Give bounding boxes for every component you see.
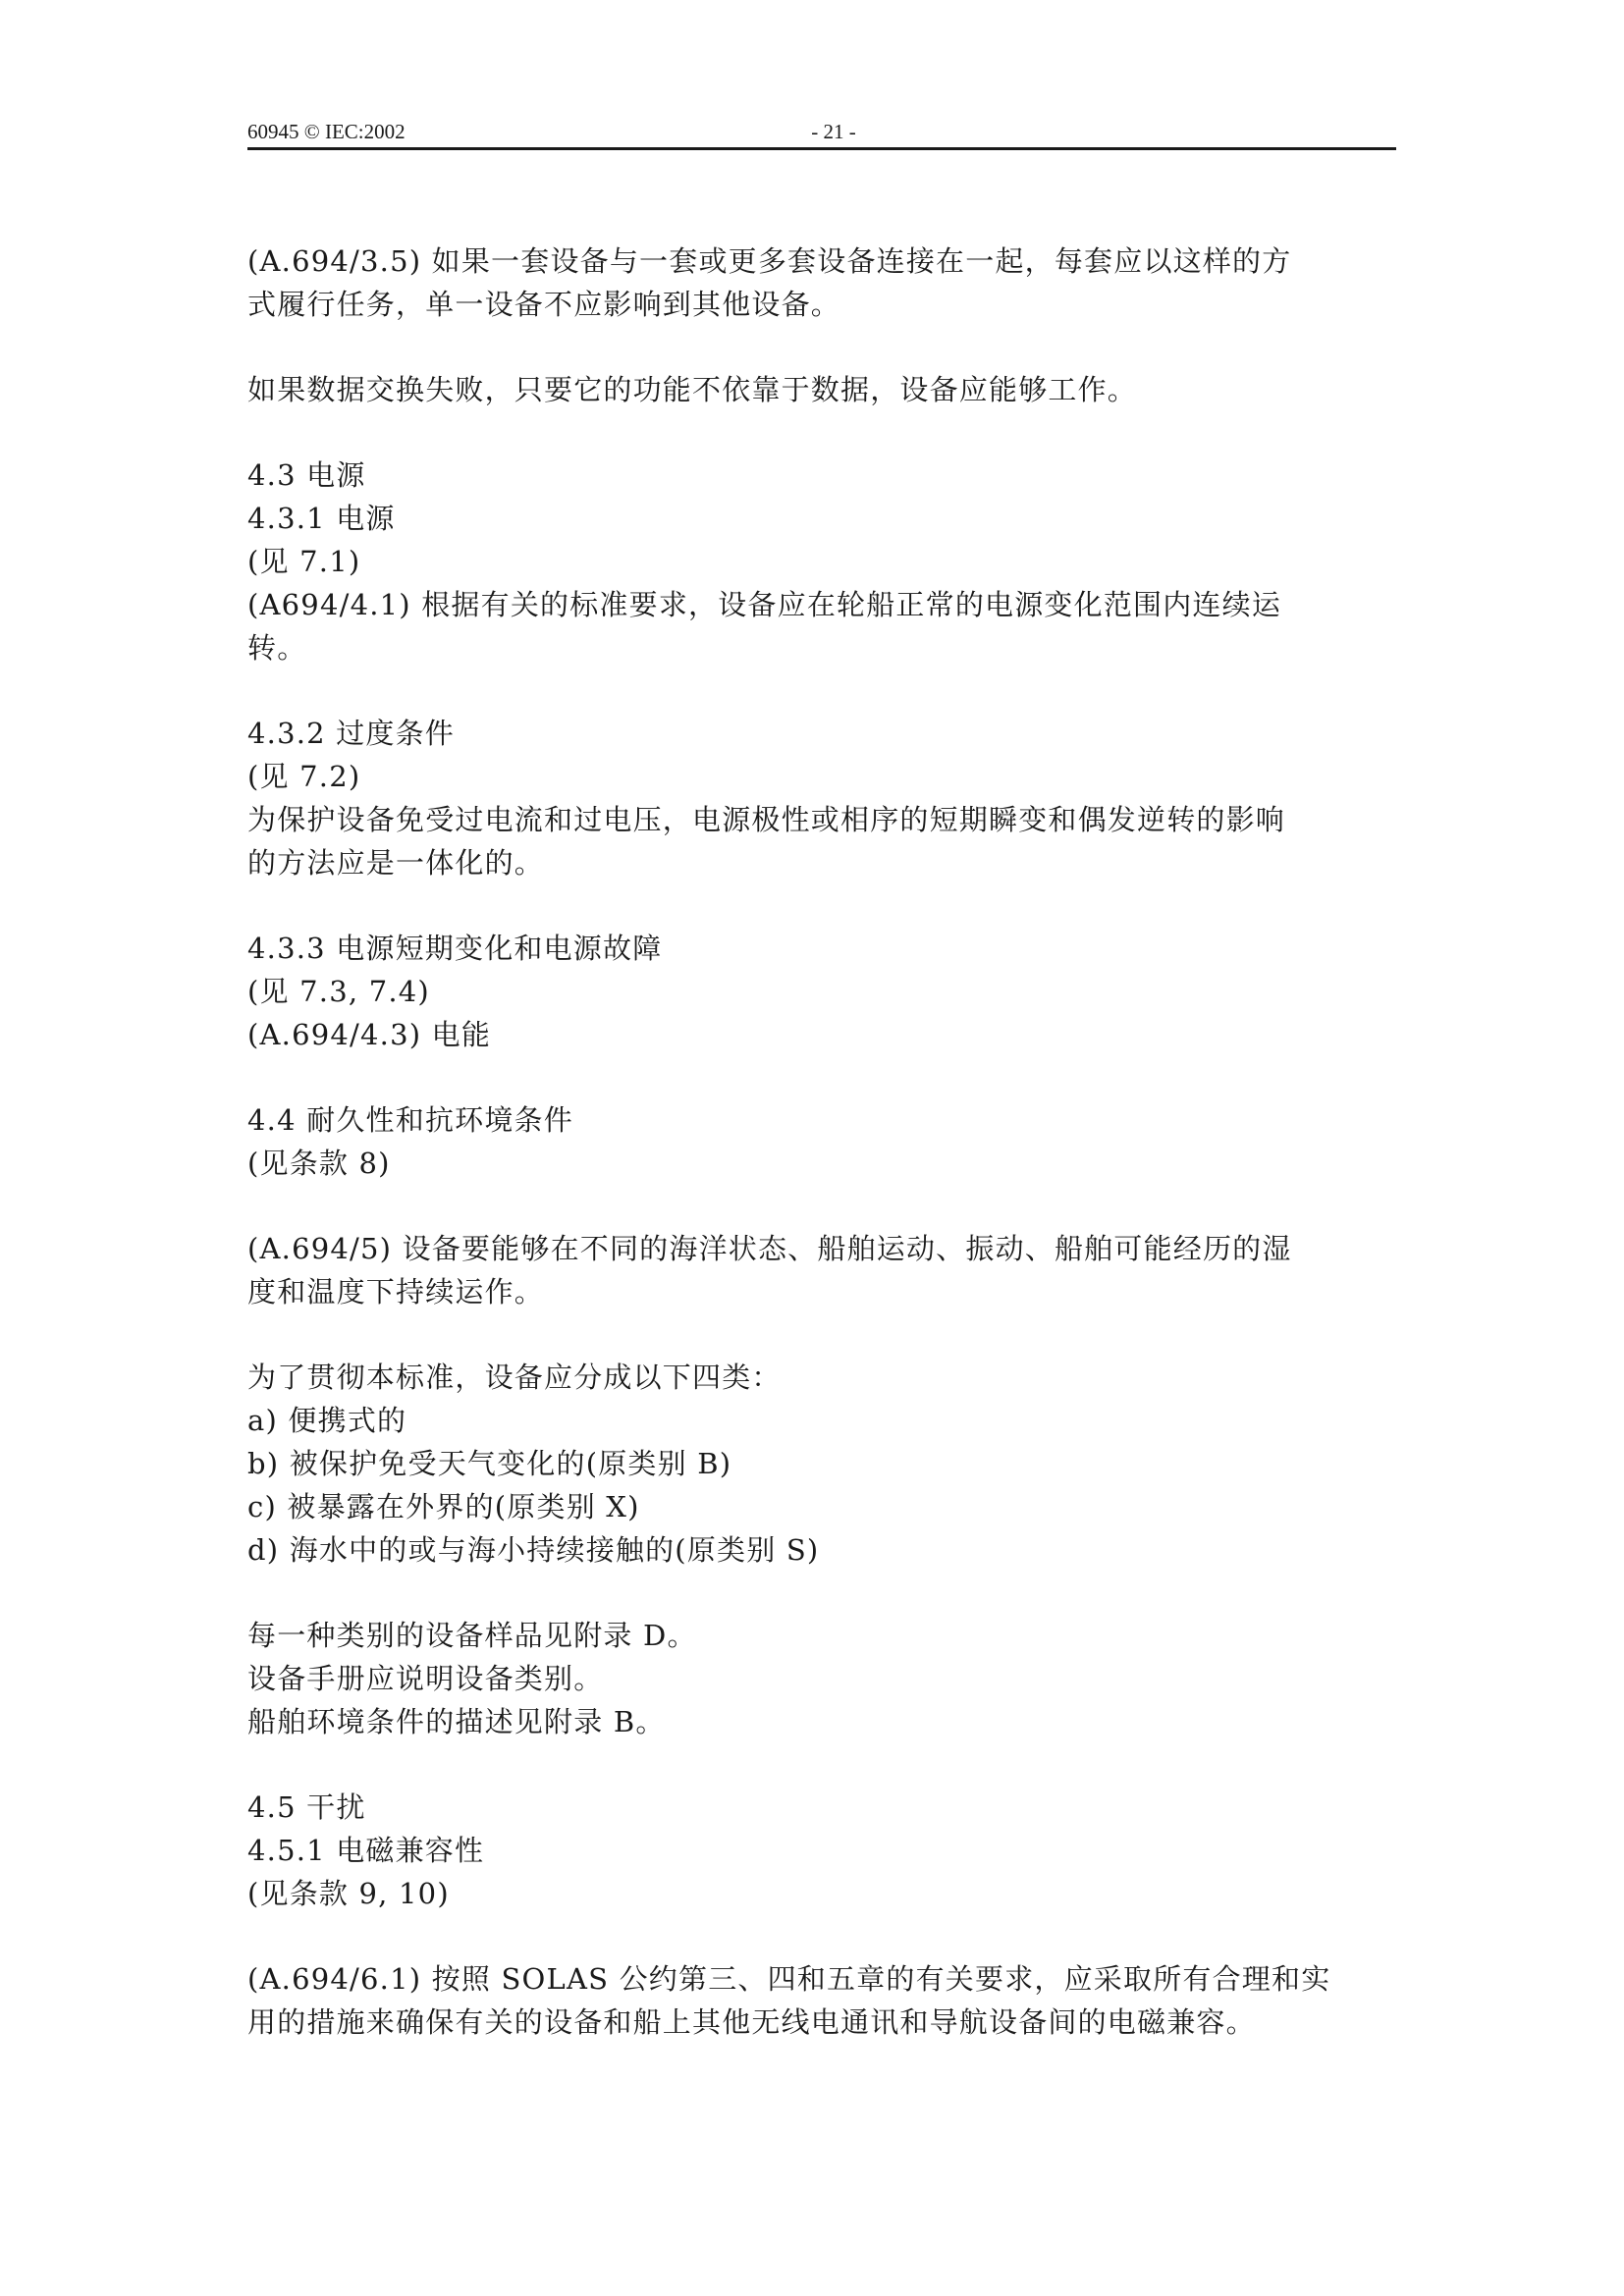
text-line: (A.694/4.3) 电能 xyxy=(247,1018,492,1051)
paragraph xyxy=(247,1957,1406,2044)
text-line: 设备手册应说明设备类别。 xyxy=(247,1662,604,1695)
reference-note: (见条款 8) xyxy=(247,1147,391,1180)
reference-note: (见 7.3, 7.4) xyxy=(247,975,430,1008)
text-line: 转。 xyxy=(247,631,307,665)
body-text xyxy=(247,240,1406,2086)
reference-note: (见条款 9, 10) xyxy=(247,1877,450,1910)
text-line: 的方法应是一体化的。 xyxy=(247,846,545,880)
paragraph xyxy=(247,368,1406,411)
subsection-heading: 4.3.3 电源短期变化和电源故障 xyxy=(247,932,663,965)
section-heading: 4.4 耐久性和抗环境条件 xyxy=(247,1103,573,1137)
list-item: b) 被保护免受天气变化的(原类别 B) xyxy=(247,1447,732,1480)
text-line: 船舶环境条件的描述见附录 B。 xyxy=(247,1705,666,1738)
section-4-3 xyxy=(247,454,1406,669)
section-4-3-2 xyxy=(247,712,1406,884)
reference-note: (见 7.1) xyxy=(247,545,361,578)
section-heading: 4.3 电源 xyxy=(247,458,366,492)
list-item: d) 海水中的或与海小持续接触的(原类别 S) xyxy=(247,1533,820,1567)
section-4-4 xyxy=(247,1098,1406,1185)
text-line: 如果数据交换失败，只要它的功能不依靠于数据，设备应能够工作。 xyxy=(247,373,1138,406)
page-number: - 21 - xyxy=(811,120,856,143)
list-intro: 为了贯彻本标准，设备应分成以下四类： xyxy=(247,1361,782,1394)
category-list xyxy=(247,1356,1406,1572)
section-4-3-3 xyxy=(247,927,1406,1056)
reference-note: (见 7.2) xyxy=(247,760,361,793)
page-header xyxy=(247,114,1396,150)
subsection-heading: 4.3.1 电源 xyxy=(247,502,396,535)
paragraph xyxy=(247,240,1406,326)
text-line: 度和温度下持续运作。 xyxy=(247,1275,545,1308)
paragraph xyxy=(247,1614,1406,1743)
subsection-heading: 4.3.2 过度条件 xyxy=(247,717,456,750)
text-line: 式履行任务，单一设备不应影响到其他设备。 xyxy=(247,288,841,321)
paragraph xyxy=(247,1227,1406,1313)
document-id: 60945 © IEC:2002 xyxy=(247,120,406,143)
subsection-heading: 4.5.1 电磁兼容性 xyxy=(247,1834,485,1867)
text-line: (A.694/6.1) 按照 SOLAS 公约第三、四和五章的有关要求，应采取所有合理和实 xyxy=(247,1962,1331,1996)
list-item: c) 被暴露在外界的(原类别 X) xyxy=(247,1490,640,1523)
section-heading: 4.5 干扰 xyxy=(247,1790,366,1824)
section-4-5 xyxy=(247,1786,1406,1915)
text-line: (A694/4.1) 根据有关的标准要求，设备应在轮船正常的电源变化范围内连续运 xyxy=(247,588,1282,621)
text-line: 为保护设备免受过电流和过电压，电源极性或相序的短期瞬变和偶发逆转的影响 xyxy=(247,803,1286,836)
text-line: 每一种类别的设备样品见附录 D。 xyxy=(247,1619,697,1652)
text-line: (A.694/5) 设备要能够在不同的海洋状态、船舶运动、振动、船舶可能经历的湿 xyxy=(247,1232,1292,1265)
text-line: 用的措施来确保有关的设备和船上其他无线电通讯和导航设备间的电磁兼容。 xyxy=(247,2005,1256,2039)
text-line: (A.694/3.5) 如果一套设备与一套或更多套设备连接在一起，每套应以这样的方 xyxy=(247,244,1292,278)
list-item: a) 便携式的 xyxy=(247,1404,407,1437)
